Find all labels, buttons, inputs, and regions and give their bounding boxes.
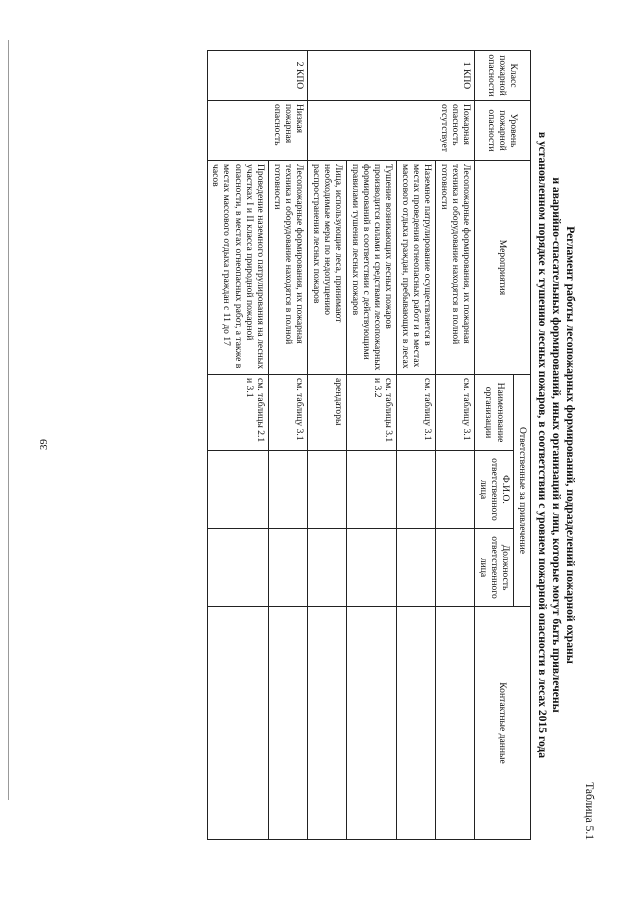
table-row	[308, 51, 347, 840]
rotated-page-content	[155, 50, 595, 840]
header-fio: Ф.И.О. ответственного лица	[475, 451, 514, 529]
contacts-cell	[436, 607, 475, 840]
level-cell: Пожарная опасность отсутствует	[308, 101, 475, 161]
org-cell: см. таблицу 3.1	[436, 375, 475, 451]
header-contacts: Контактные данные	[475, 607, 530, 840]
org-cell: арендаторы	[308, 375, 347, 451]
position-cell	[308, 529, 347, 607]
org-cell: см. таблицу 3.1	[397, 375, 436, 451]
header-level: Уровень пожарной опасности	[475, 101, 530, 161]
measure-cell: Наземное патрулирование осуществляется в местах проведения огнеопасных работ и в местах массового отдыха граждан, пребывающих в лесах	[397, 161, 436, 375]
table-row	[397, 51, 436, 840]
header-position: Должность ответственного лица	[475, 529, 514, 607]
position-cell	[347, 529, 397, 607]
page-number: 39	[38, 439, 50, 450]
regulation-table	[207, 50, 531, 840]
table-row	[207, 51, 269, 840]
header-measures: Мероприятия	[475, 161, 530, 375]
position-cell	[436, 529, 475, 607]
org-cell: см. таблицы 3.1 и 3.2	[347, 375, 397, 451]
header-row-1	[514, 51, 530, 840]
measure-cell: Лица, использующие леса, принимают необходимые меры по недопущению распространения лесных пожаров	[308, 161, 347, 375]
org-cell: см. таблицу 3.1	[269, 375, 308, 451]
contacts-cell	[397, 607, 436, 840]
title-line-2: и аварийно-спасательных формирований, иных организаций и лиц, которые могут быть привлечены	[549, 177, 563, 713]
position-cell	[269, 529, 308, 607]
header-responsible-group: Ответственные за привлечение	[514, 375, 530, 607]
table-row	[269, 51, 308, 840]
measure-cell: Тушение возникающих лесных пожаров производится силами и средствами лесопожарных формирований в соответствии с действующими правилами тушения лесных пожаров	[347, 161, 397, 375]
org-cell: см. таблицы 2.1 и 3.1	[207, 375, 269, 451]
class-cell: 1 КПО	[308, 51, 475, 101]
fio-cell	[308, 451, 347, 529]
table-row	[436, 51, 475, 840]
position-cell	[397, 529, 436, 607]
fio-cell	[269, 451, 308, 529]
fio-cell	[436, 451, 475, 529]
measure-cell: Проведение наземного патрулирования на лесных участках I и II класса природной пожарной опасности, в местах огнеопасных работ, а также в местах массового отдыха граждан с 11 до 17 часов	[207, 161, 269, 375]
position-cell	[207, 529, 269, 607]
measure-cell: Лесопожарные формирования, их пожарная техника и оборудование находятся в полной готовности	[269, 161, 308, 375]
title-line-3: в установленном порядке к тушению лесных пожаров, в соответствии с уровнем пожарной опасности в лесах 2015 года	[535, 131, 549, 759]
header-class: Класс пожарной опасности	[475, 51, 530, 101]
class-cell: 2 КПО	[207, 51, 308, 101]
table-label: Таблица 5.1	[583, 782, 595, 840]
binding-line	[8, 40, 9, 800]
fio-cell	[207, 451, 269, 529]
title-line-1: Регламент работы лесопожарных формирований, подразделений пожарной охраны	[564, 226, 577, 664]
fio-cell	[397, 451, 436, 529]
contacts-cell	[207, 607, 269, 840]
fio-cell	[347, 451, 397, 529]
level-cell: Низкая пожарная опасность	[207, 101, 308, 161]
contacts-cell	[269, 607, 308, 840]
contacts-cell	[347, 607, 397, 840]
header-org-name: Наименование организации	[475, 375, 514, 451]
document-title	[535, 50, 577, 840]
table-row	[347, 51, 397, 840]
contacts-cell	[308, 607, 347, 840]
measure-cell: Лесопожарные формирования, их пожарная техника и оборудование находятся в полной готовности	[436, 161, 475, 375]
